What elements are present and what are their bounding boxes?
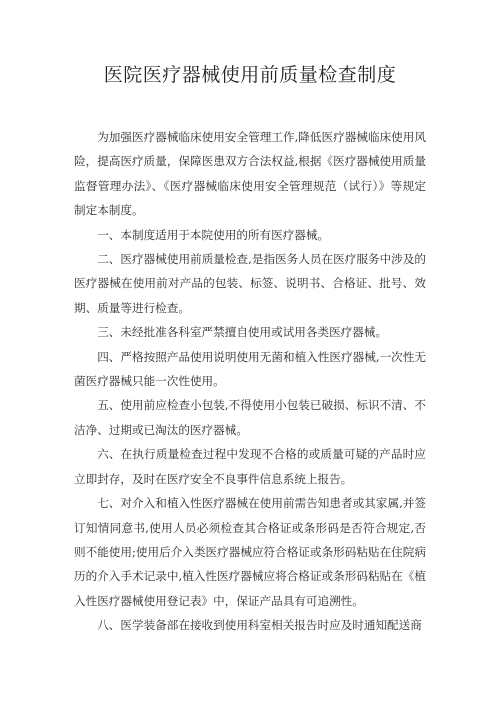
document-title: 医院医疗器械使用前质量检查制度 <box>103 64 397 86</box>
paragraph-3: 三、未经批准各科室严禁擅自使用或试用各类医疗器械。 <box>97 325 388 340</box>
paragraph-2: 二、医疗器械使用前质量检查,是指医务人员在医疗服务中涉及的医疗器械在使用前对产品的包装、标签、说明书、合格证、批号、效期、质量等进行检查。 <box>74 252 426 315</box>
paragraph-5: 五、使用前应检查小包装,不得使用小包装已破损、标识不清、不洁净、过期或已淘汰的医疗器械。 <box>74 398 426 437</box>
paragraph-8: 八、医学装备部在接收到使用科室相关报告时应及时通知配送商 <box>97 618 422 633</box>
paragraph-4: 四、严格按照产品使用说明使用无菌和植入性医疗器械,一次性无菌医疗器械只能一次性使用。 <box>74 349 426 389</box>
paragraph-7: 七、对介入和植入性医疗器械在使用前需告知患者或其家属,并签订知情同意书,使用人员必须检查其合格证或条形码是否符合规定,否则不能使用;使用后介入类医疗器械应符合格证或条形码粘贴在住院病历的介入手术记录中,植入性医疗器械应将合格证或条形码粘贴在《植入性医疗器械使用登记表》中，保证产品具有可追溯性。 <box>74 496 426 608</box>
paragraph-1: 一、本制度适用于本院使用的所有医疗器械。 <box>97 227 330 242</box>
paragraph-intro: 为加强医疗器械临床使用安全管理工作,降低医疗器械临床使用风险，提高医疗质量，保障医患双方合法权益,根据《医疗器械使用质量监督管理办法》、《医疗器械临床使用安全管理规范（试行）》等规定制定本制度。 <box>74 130 426 218</box>
paragraph-6: 六、在执行质量检查过程中发现不合格的或质量可疑的产品时应立即封存，及时在医疗安全不良事件信息系统上报告。 <box>74 447 426 486</box>
document-body <box>74 125 426 638</box>
